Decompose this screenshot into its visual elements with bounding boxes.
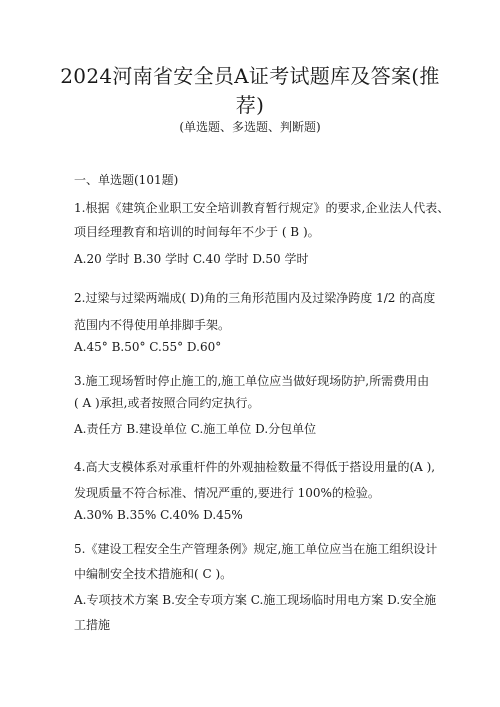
document-title: 2024河南省安全员A证考试题库及答案(推荐) — [60, 64, 440, 117]
section-heading: 一、单选题(101题) — [74, 173, 179, 187]
question-3-stem-line-1: 3.施工现场暂时停止施工的,施工单位应当做好现场防护,所需费用由 — [74, 374, 430, 388]
question-5-stem-line-1: 5.《建设工程安全生产管理条例》规定,施工单位应当在施工组织设计 — [74, 542, 438, 556]
question-1-stem-line-2: 项目经理教育和培训的时间每年不少于 ( B )。 — [74, 225, 320, 239]
question-1-stem-line-1: 1.根据《建筑企业职工安全培训教育暂行规定》的要求,企业法人代表、 — [74, 201, 450, 215]
question-4-stem-line-2: 发现质量不符合标准、情况严重的,要进行 100%的检验。 — [74, 486, 380, 500]
question-3-options: A.责任方 B.建设单位 C.施工单位 D.分包单位 — [74, 422, 317, 436]
question-5-stem-line-2: 中编制安全技术措施和( C )。 — [74, 567, 233, 581]
question-3-stem-line-2: ( A )承担,或者按照合同约定执行。 — [74, 396, 260, 410]
question-4-options: A.30% B.35% C.40% D.45% — [74, 508, 243, 522]
question-5-options: A.专项技术方案 B.安全专项方案 C.施工现场临时用电方案 D.安全施 — [74, 593, 437, 607]
question-4-stem-line-1: 4.高大支模体系对承重杆件的外观抽检数量不得低于搭设用量的(A ), — [74, 460, 436, 474]
document-subtitle: (单选题、多选题、判断题) — [179, 120, 321, 134]
question-2-stem-line-1: 2.过梁与过梁两端成( D)角的三角形范围内及过梁净跨度 1/2 的高度 — [74, 291, 436, 305]
question-2-stem-line-2: 范围内不得使用单排脚手架。 — [74, 318, 231, 332]
question-1-options: A.20 学时 B.30 学时 C.40 学时 D.50 学时 — [74, 252, 309, 266]
question-2-options: A.45° B.50° C.55° D.60° — [74, 340, 222, 354]
question-5-options-line-2: 工措施 — [74, 618, 111, 632]
